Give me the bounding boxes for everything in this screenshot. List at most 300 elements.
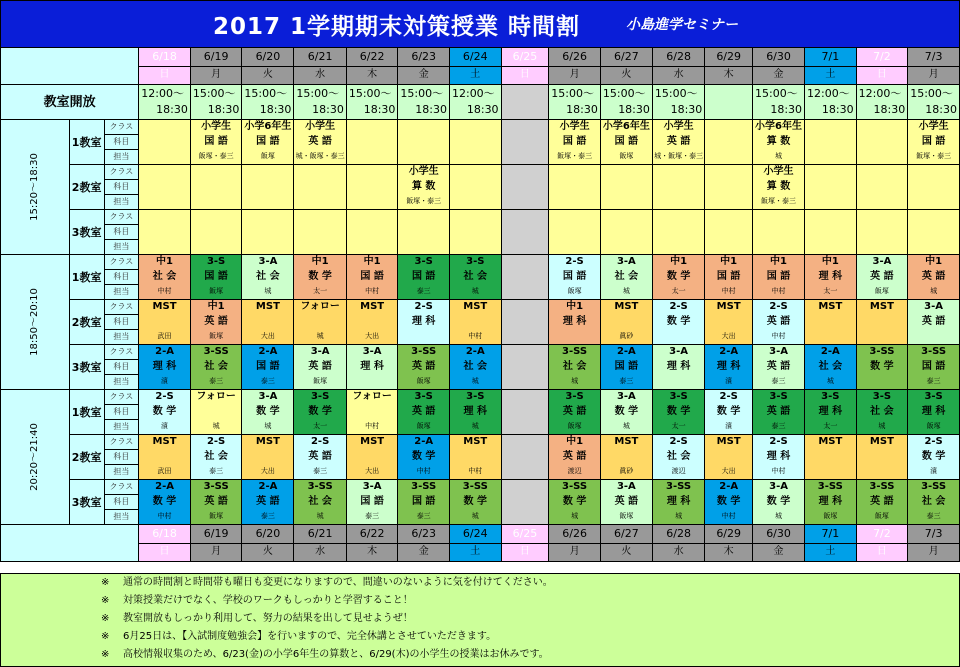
date-cell: 6/27 [600,525,652,544]
cell-subject: 英 語 [652,135,704,150]
cell-teacher: 中村 [398,465,450,480]
cell-teacher: 泰三 [190,375,242,390]
note-mark: ※ [101,649,110,660]
open-hours-cell [652,85,704,120]
day-cell: 金 [398,66,450,85]
cell-class [501,255,549,270]
date-cell: 6/23 [398,525,450,544]
cell-teacher [501,510,549,525]
date-cell: 7/2 [856,48,908,67]
cell-class: 3-SS [398,345,450,360]
open-hours-cell [346,85,398,120]
cell-subject [346,225,398,240]
date-cell: 6/21 [294,48,346,67]
day-cell: 水 [294,543,346,562]
open-end: 18:30 [670,103,703,116]
cell-subject: 英 語 [908,270,960,285]
cell-teacher [294,240,346,255]
cell-class: 3-A [242,390,294,405]
cell-teacher: 泰三 [242,510,294,525]
cell-class: 3-A [346,345,398,360]
cell-subject: 英 語 [190,315,242,330]
open-end: 18:30 [207,103,240,116]
cell-teacher [856,465,908,480]
cell-subject: 数 学 [600,405,652,420]
cell-subject: 国 語 [346,270,398,285]
bottom-day-row [1,543,960,562]
cell-class: MST [346,300,398,315]
row-label: 科目 [104,135,139,150]
open-hours-cell [501,85,549,120]
open-hours-cell [753,85,805,120]
cell-class: 3-SS [805,480,857,495]
row-label: クラス [104,480,139,495]
cell-teacher [501,285,549,300]
cell-subject: 数 学 [139,495,191,510]
cell-class: 3-S [190,255,242,270]
cell-teacher [346,375,398,390]
cell-subject: 社 会 [652,450,704,465]
cell-subject [449,135,501,150]
cell-teacher [346,195,398,210]
cell-teacher: 泰三 [753,420,805,435]
day-cell: 土 [449,66,501,85]
cell-teacher: 渡辺 [549,465,601,480]
cell-subject: 英 語 [856,270,908,285]
cell-class: 3-A [242,255,294,270]
cell-teacher [652,330,704,345]
cell-teacher [549,330,601,345]
cell-subject: 国 語 [908,360,960,375]
cell-teacher [908,240,960,255]
cell-class [908,210,960,225]
slot-row [1,255,960,270]
cell-class [805,120,857,135]
cell-teacher: 太一 [652,420,704,435]
cell-subject: 国 語 [398,270,450,285]
cell-subject [346,315,398,330]
cell-class [501,435,549,450]
cell-subject [705,135,753,150]
cell-class: MST [600,300,652,315]
cell-subject: 数 学 [908,450,960,465]
cell-class: 2-S [294,435,346,450]
cell-subject [346,135,398,150]
open-end: 18:30 [925,103,957,116]
cell-subject: 英 語 [398,405,450,420]
cell-subject: 国 語 [549,270,601,285]
cell-teacher: 濱 [908,465,960,480]
open-hours-cell [449,85,501,120]
cell-teacher: 中村 [139,510,191,525]
cell-subject [908,180,960,195]
cell-subject [449,450,501,465]
cell-subject [501,135,549,150]
cell-class [501,480,549,495]
date-cell: 6/24 [449,525,501,544]
cell-teacher [705,195,753,210]
cell-subject: 社 会 [294,495,346,510]
cell-subject [549,180,601,195]
cell-subject: 理 科 [652,360,704,375]
cell-class: MST [805,435,857,450]
cell-teacher [856,240,908,255]
cell-class [294,165,346,180]
cell-teacher: 太一 [294,420,346,435]
cell-class [549,165,601,180]
cell-subject: 理 科 [805,405,857,420]
cell-subject: 社 会 [449,270,501,285]
cell-class: 2-S [549,255,601,270]
cell-teacher: 飯塚 [600,150,652,165]
cell-subject [805,135,857,150]
cell-subject: 理 科 [753,450,805,465]
cell-class [242,165,294,180]
cell-class: MST [449,300,501,315]
cell-subject: 算 数 [753,135,805,150]
cell-teacher [449,150,501,165]
cell-subject: 英 語 [294,360,346,375]
cell-class [449,165,501,180]
cell-class: 中1 [346,255,398,270]
cell-class: MST [242,435,294,450]
cell-teacher [908,330,960,345]
cell-subject [190,180,242,195]
cell-subject: 国 語 [346,495,398,510]
note-item [1,574,959,592]
cell-teacher: 城 [449,510,501,525]
cell-subject [600,225,652,240]
cell-teacher: 太一 [652,285,704,300]
row-label: 担当 [104,375,139,390]
row-label: 担当 [104,240,139,255]
cell-teacher: 飯塚・泰三 [549,150,601,165]
cell-class: 3-SS [190,345,242,360]
day-cell: 日 [139,66,191,85]
date-cell: 6/20 [242,525,294,544]
cell-subject: 理 科 [805,270,857,285]
cell-subject [705,315,753,330]
cell-class [652,210,704,225]
date-cell: 6/28 [652,48,704,67]
cell-teacher: 飯塚・泰三 [908,150,960,165]
row-label: クラス [104,120,139,135]
cell-subject: 社 会 [856,405,908,420]
cell-teacher: 武田 [139,465,191,480]
date-cell: 6/18 [139,48,191,67]
cell-teacher: 眞砂 [600,330,652,345]
cell-class [398,210,450,225]
cell-teacher [805,195,857,210]
cell-subject: 英 語 [908,315,960,330]
cell-class: 3-S [549,390,601,405]
cell-subject [190,225,242,240]
cell-teacher: 中村 [705,285,753,300]
cell-teacher: 大出 [242,330,294,345]
cell-class: 小学6年生 [600,120,652,135]
cell-teacher [805,150,857,165]
cell-subject [449,225,501,240]
cell-teacher: 城 [600,420,652,435]
cell-teacher: 城 [449,285,501,300]
cell-subject [398,225,450,240]
slot-row [1,225,960,240]
cell-subject: 数 学 [242,405,294,420]
day-cell: 日 [139,543,191,562]
note-text: 教室開放もしっかり利用して、努力の結果を出して見せようぜ！ [123,613,413,624]
row-label: クラス [104,165,139,180]
cell-subject: 英 語 [294,135,346,150]
cell-subject: 英 語 [753,405,805,420]
cell-subject [753,225,805,240]
cell-teacher [549,240,601,255]
open-start: 12:00～ [858,87,902,100]
cell-teacher: 泰三 [398,510,450,525]
cell-subject [805,180,857,195]
timetable [0,47,960,562]
cell-class [705,165,753,180]
cell-teacher: 飯塚 [190,510,242,525]
cell-subject [501,360,549,375]
cell-teacher: 城・飯塚・泰三 [294,150,346,165]
cell-teacher [242,195,294,210]
school-name: 小島進学セミナー [626,17,739,33]
cell-teacher: 飯塚 [856,285,908,300]
row-label: 科目 [104,270,139,285]
cell-teacher [139,150,191,165]
cell-subject [856,225,908,240]
cell-class: 2-A [705,480,753,495]
date-cell: 6/29 [705,48,753,67]
cell-teacher [652,375,704,390]
cell-class [705,120,753,135]
cell-class [549,210,601,225]
cell-subject: 社 会 [549,360,601,375]
note-item [1,610,959,628]
cell-teacher: 飯塚・泰三 [753,195,805,210]
cell-class [501,120,549,135]
cell-class [294,210,346,225]
date-cell: 6/19 [190,525,242,544]
slot-row [1,465,960,480]
cell-subject: 国 語 [600,360,652,375]
cell-class: 小学生 [398,165,450,180]
date-cell: 6/23 [398,48,450,67]
cell-class: 小学生 [753,165,805,180]
cell-subject: 数 学 [398,450,450,465]
slot-row [1,135,960,150]
cell-subject [600,315,652,330]
cell-class: フォロー [294,300,346,315]
cell-class: MST [856,435,908,450]
cell-teacher [652,240,704,255]
note-mark: ※ [101,631,110,642]
cell-teacher: 飯塚 [600,510,652,525]
date-cell: 6/26 [549,525,601,544]
cell-teacher: 城 [805,375,857,390]
date-cell: 6/21 [294,525,346,544]
day-cell: 日 [856,66,908,85]
day-cell: 金 [753,66,805,85]
date-cell: 6/30 [753,48,805,67]
cell-teacher: 渡辺 [652,465,704,480]
cell-subject [501,315,549,330]
cell-subject: 数 学 [753,495,805,510]
cell-class [600,210,652,225]
cell-class: 中1 [549,300,601,315]
cell-class: 2-A [449,345,501,360]
open-end: 18:30 [363,103,396,116]
open-start: 15:00～ [551,87,594,100]
cell-teacher: 泰三 [908,375,960,390]
cell-subject: 算 数 [753,180,805,195]
top-date-row [1,48,960,67]
cell-subject [139,180,191,195]
cell-subject [805,450,857,465]
cell-teacher: 飯塚 [398,375,450,390]
row-label: 科目 [104,450,139,465]
day-cell: 日 [856,543,908,562]
cell-subject: 社 会 [190,450,242,465]
open-end: 18:30 [873,103,906,116]
cell-teacher [856,330,908,345]
cell-class: 2-S [398,300,450,315]
cell-teacher [294,195,346,210]
date-cell: 6/29 [705,525,753,544]
cell-teacher: 飯塚 [398,420,450,435]
cell-subject [294,180,346,195]
cell-subject [705,180,753,195]
notes-section [0,573,960,667]
cell-subject [805,315,857,330]
cell-subject: 理 科 [652,495,704,510]
cell-class: MST [242,300,294,315]
cell-teacher: 太一 [805,285,857,300]
cell-class: 3-S [753,390,805,405]
note-text: 通常の時間割と時間帯も曜日も変更になりますので、間違いのないように気を付けてください。 [123,577,553,588]
cell-subject: 理 科 [549,315,601,330]
cell-teacher: 泰三 [908,510,960,525]
cell-subject: 算 数 [398,180,450,195]
cell-subject: 国 語 [600,135,652,150]
row-label: 担当 [104,330,139,345]
day-cell: 土 [805,543,857,562]
cell-class [600,165,652,180]
cell-subject: 英 語 [242,495,294,510]
cell-subject [501,180,549,195]
cell-teacher: 眞砂 [600,465,652,480]
open-start: 15:00～ [400,87,444,100]
cell-subject: 国 語 [242,135,294,150]
cell-subject: 数 学 [139,405,191,420]
cell-class: 中1 [753,255,805,270]
open-hours-cell [549,85,601,120]
cell-class: 3-S [398,390,450,405]
cell-teacher [449,240,501,255]
open-end: 18:30 [770,103,803,116]
cell-class: 中1 [705,255,753,270]
day-cell: 月 [908,66,960,85]
cell-teacher [705,240,753,255]
cell-class: 3-SS [856,345,908,360]
cell-class: 3-SS [856,480,908,495]
cell-subject [139,315,191,330]
date-cell: 6/18 [139,525,191,544]
cell-teacher: 泰三 [294,465,346,480]
row-label: 科目 [104,180,139,195]
date-cell: 6/28 [652,525,704,544]
cell-teacher: 飯塚 [190,285,242,300]
cell-subject [346,405,398,420]
row-label: 科目 [104,225,139,240]
cell-subject: 英 語 [190,495,242,510]
cell-teacher [398,240,450,255]
cell-class: 中1 [139,255,191,270]
title-bar [0,0,960,48]
slot-row [1,480,960,495]
note-text: 6月25日は、【入試制度勉強会】を行いますので、完全休講とさせていただきます。 [123,631,497,642]
date-cell: 7/3 [908,525,960,544]
cell-subject: 英 語 [753,360,805,375]
cell-class: MST [139,435,191,450]
cell-class: 中1 [805,255,857,270]
cell-subject: 理 科 [705,360,753,375]
cell-teacher [600,240,652,255]
cell-subject: 国 語 [908,135,960,150]
day-cell: 月 [549,66,601,85]
cell-subject [705,225,753,240]
period-time [1,255,70,390]
cell-class: 3-A [652,345,704,360]
cell-class: 2-S [652,300,704,315]
cell-teacher: 城 [294,330,346,345]
cell-class: 小学生 [908,120,960,135]
row-label: クラス [104,255,139,270]
row-label: 科目 [104,315,139,330]
cell-subject: 数 学 [294,405,346,420]
cell-subject: 国 語 [549,135,601,150]
cell-subject [346,450,398,465]
cell-class: 3-SS [652,480,704,495]
row-label: クラス [104,300,139,315]
cell-teacher [398,330,450,345]
cell-class: MST [139,300,191,315]
cell-subject [501,405,549,420]
cell-teacher [346,150,398,165]
cell-subject: 英 語 [398,360,450,375]
cell-teacher: 太一 [805,420,857,435]
cell-subject: 数 学 [449,495,501,510]
cell-teacher [501,330,549,345]
cell-subject: 国 語 [190,135,242,150]
cell-subject: 社 会 [139,270,191,285]
cell-subject [652,180,704,195]
cell-subject: 数 学 [856,360,908,375]
cell-teacher [705,150,753,165]
cell-subject: 数 学 [549,495,601,510]
cell-class: 2-S [753,435,805,450]
note-mark: ※ [101,595,110,606]
cell-class: 2-A [600,345,652,360]
cell-class [449,210,501,225]
day-cell: 木 [705,66,753,85]
cell-teacher: 飯塚・泰三 [190,150,242,165]
cell-teacher [190,195,242,210]
date-cell: 7/3 [908,48,960,67]
cell-teacher: 中村 [753,330,805,345]
cell-subject: 国 語 [753,270,805,285]
cell-teacher: 城 [908,285,960,300]
